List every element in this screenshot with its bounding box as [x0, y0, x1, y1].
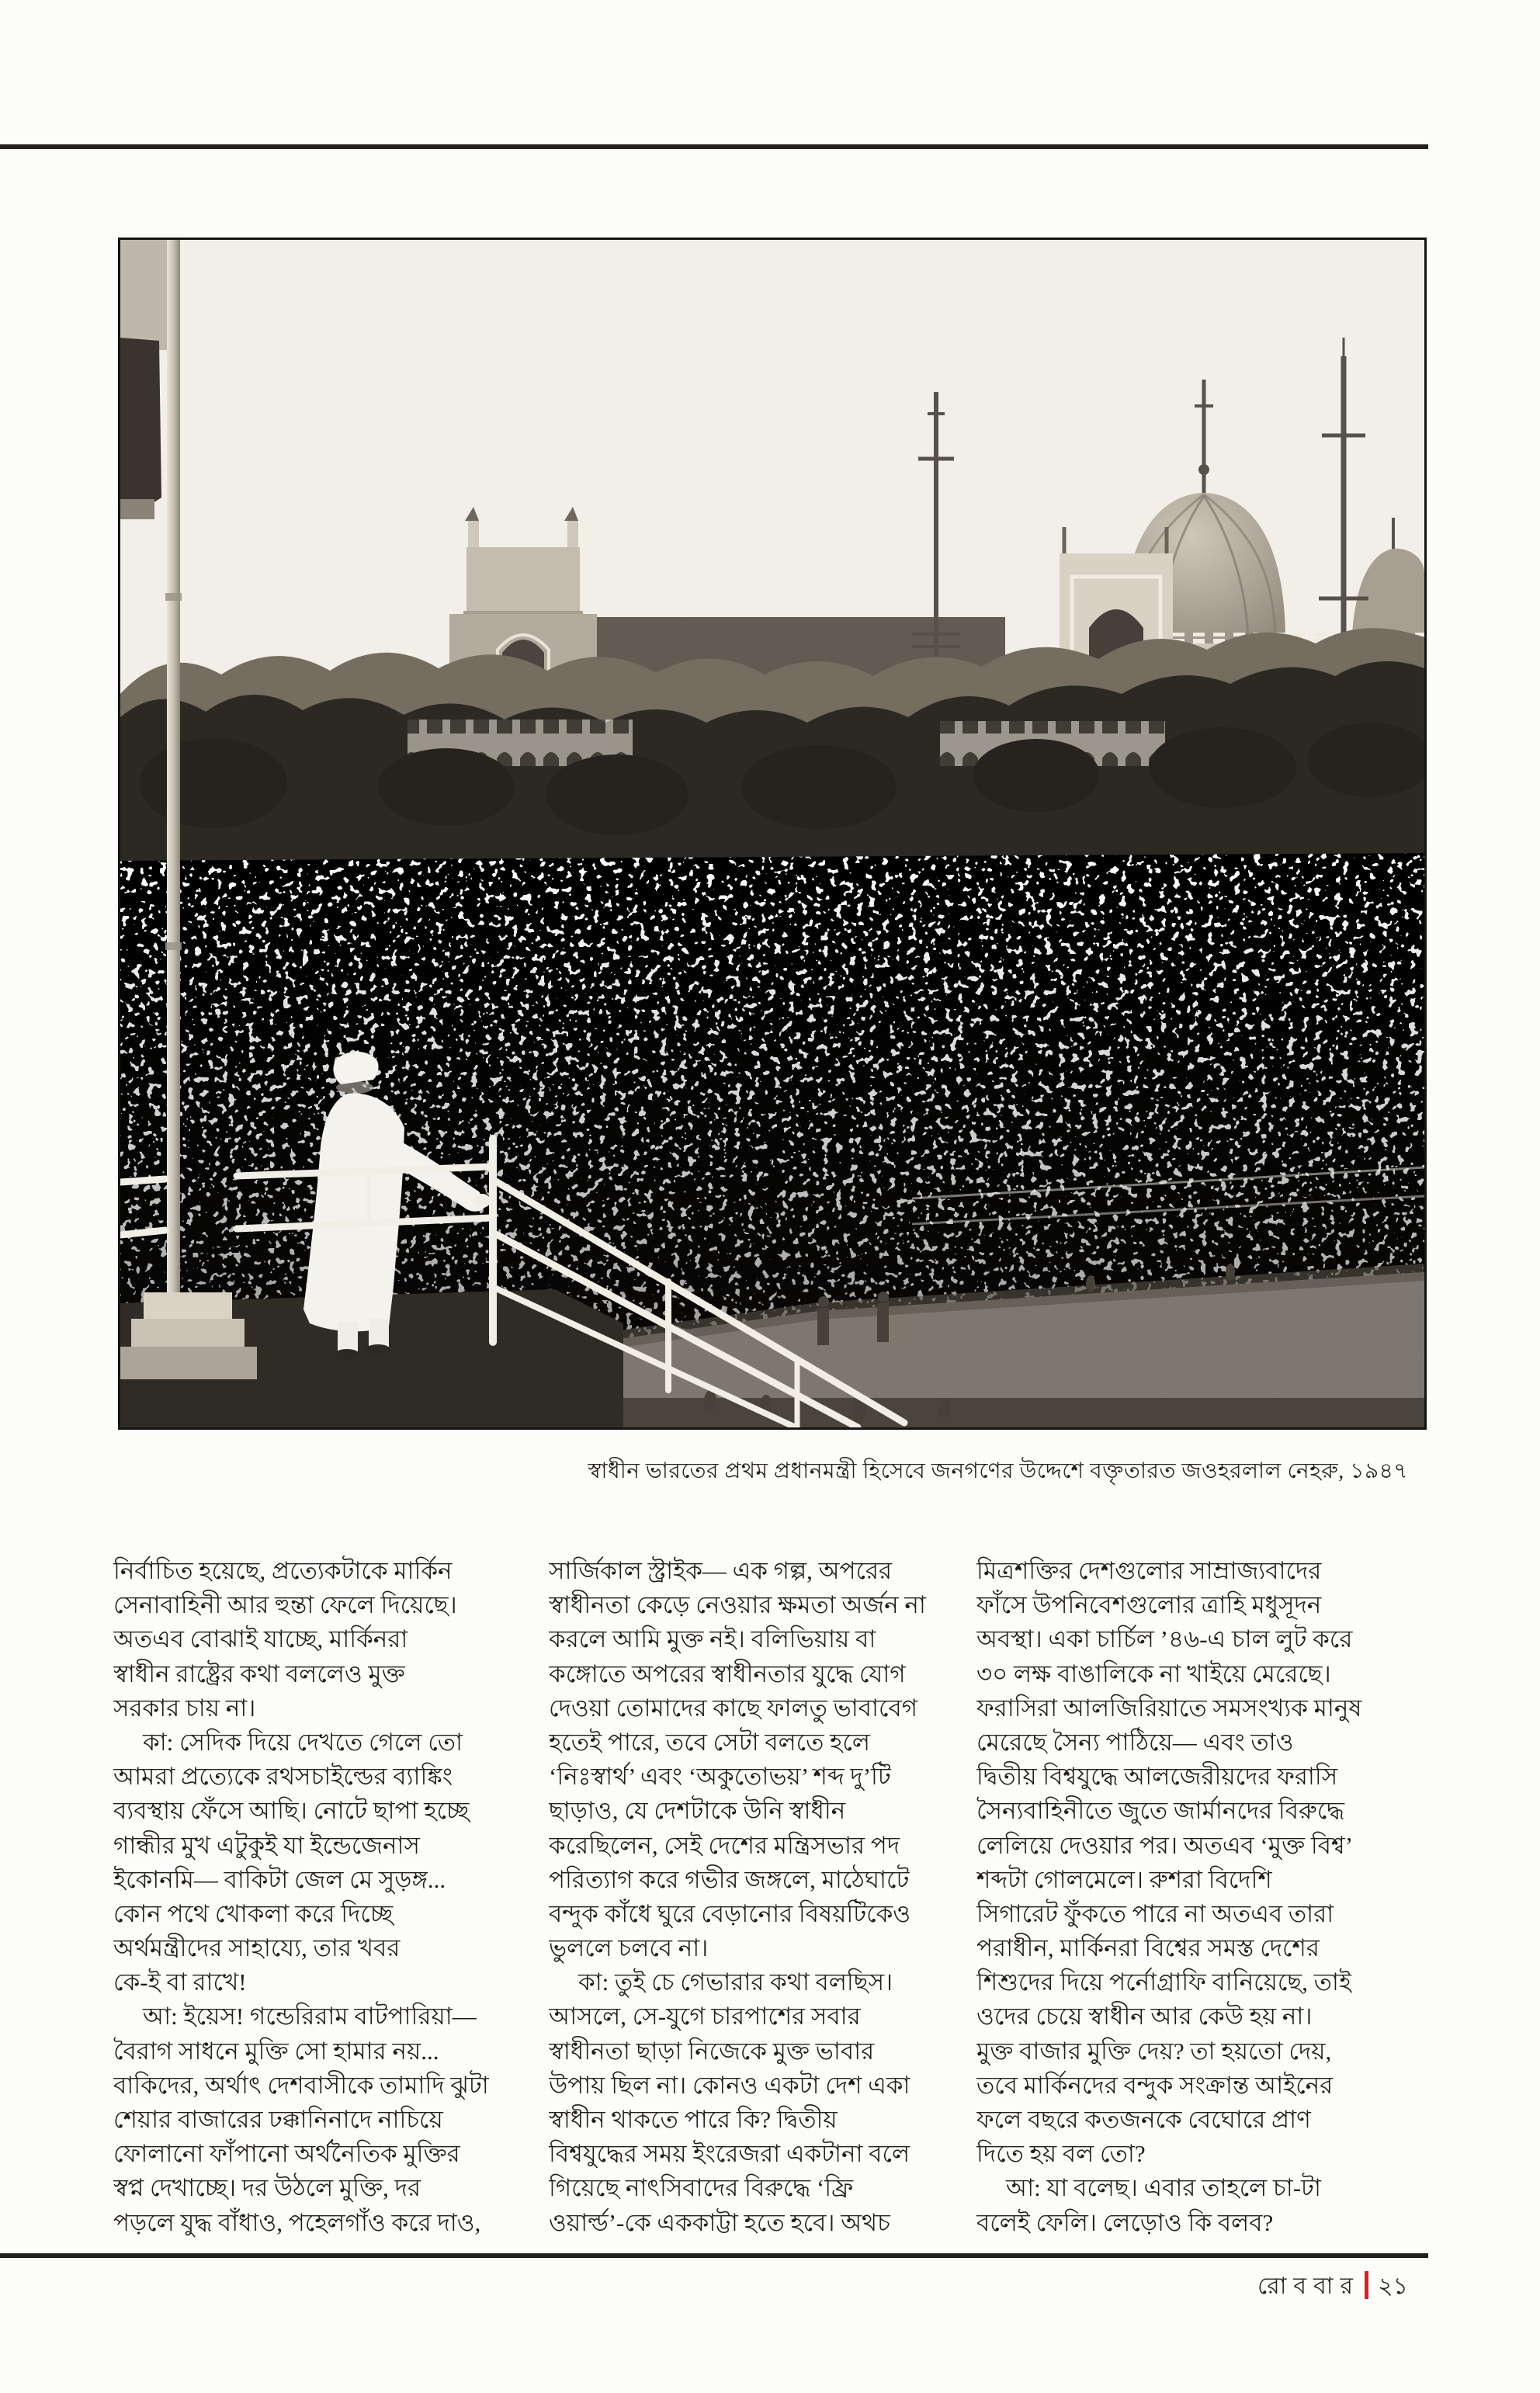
text-line: বাকিদের, অর্থাৎ দেশবাসীকে তামাদি ঝুটা — [113, 2071, 489, 2099]
page-number: ২১ — [1378, 2273, 1408, 2299]
text-line: ব্যবস্থায় ফেঁসে আছি। নোটে ছাপা হচ্ছে — [113, 1797, 470, 1825]
footer-divider — [1365, 2271, 1368, 2299]
text-line: গিয়েছে নাৎসিবাদের বিরুদ্ধে ‘ফ্রি — [549, 2174, 854, 2202]
text-line: স্বাধীন থাকতে পারে কি? দ্বিতীয় — [549, 2106, 838, 2133]
text-line: সিগারেট ফুঁকতে পারে না অতএব তারা — [976, 1899, 1334, 1927]
text-line: বন্দুক কাঁধে ঘুরে বেড়ানোর বিষয়টিকেও — [549, 1899, 911, 1927]
text-line: দেওয়া তোমাদের কাছে ফালতু ভাবাবেগ — [549, 1694, 918, 1722]
text-line: লেলিয়ে দেওয়ার পর। অতএব ‘মুক্ত বিশ্ব’ — [976, 1831, 1354, 1859]
article-column-1 — [113, 1554, 505, 2242]
text-line: উপায় ছিল না। কোনও একটা দেশ একা — [549, 2071, 910, 2099]
text-line: আমরা প্রত্যেকে রথসচাইল্ডের ব্যাঙ্কিং — [113, 1763, 453, 1791]
magazine-name: রোববার — [1257, 2273, 1361, 2299]
text-line: শেয়ার বাজারের ঢক্কানিনাদে নাচিয়ে — [113, 2106, 443, 2133]
text-line: ‘নিঃস্বার্থ’ এবং ‘অকুতোভয়’ শব্দ দু’টি — [549, 1763, 891, 1791]
text-line: পরিত্যাগ করে গভীর জঙ্গলে, মাঠেঘাটে — [549, 1865, 910, 1893]
text-line: দিতে হয় বল তো? — [976, 2140, 1146, 2168]
text-line: গান্ধীর মুখ এটুকুই যা ইন্ডেজেনাস — [113, 1831, 420, 1859]
text-line: কে-ই বা রাখে! — [113, 1968, 247, 1996]
text-line: স্বাধীন রাষ্ট্রের কথা বললেও মুক্ত — [113, 1659, 405, 1687]
text-line: অতএব বোঝাই যাচ্ছে, মার্কিনরা — [113, 1625, 408, 1653]
text-line: বিশ্বযুদ্ধের সময় ইংরেজরা একটানা বলে — [549, 2140, 910, 2168]
text-line: কোন পথে খোকলা করে দিচ্ছে — [113, 1899, 394, 1927]
nehru-1947-photograph — [118, 238, 1427, 1430]
text-line: সেনাবাহিনী আর হুন্তা ফেলে দিয়েছে। — [113, 1591, 457, 1619]
text-line: পড়লে যুদ্ধ বাঁধাও, পহেলগাঁও করে দাও, — [113, 2208, 481, 2236]
text-line: ফাঁসে উপনিবেশগুলোর ত্রাহি মধুসূদন — [976, 1591, 1322, 1619]
text-line: দ্বিতীয় বিশ্বযুদ্ধে আলজেরীয়দের ফরাসি — [976, 1763, 1338, 1791]
text-line: অর্থমন্ত্রীদের সাহায্যে, তার খবর — [113, 1934, 401, 1962]
text-line: ওয়ার্ল্ড’-কে এককাট্টা হতে হবে। অথচ — [549, 2208, 890, 2236]
text-line: ফরাসিরা আলজিরিয়াতে সমসংখ্যক মানুষ — [976, 1694, 1362, 1722]
text-line: ফলে বছরে কতজনকে বেঘোরে প্রাণ — [976, 2106, 1311, 2133]
text-line: ইকোনমি— বাকিটা জেল মে সুড়ঙ্গ... — [113, 1865, 446, 1893]
article-column-3 — [976, 1554, 1408, 2242]
text-line: কা: সেদিক দিয়ে দেখতে গেলে তো — [143, 1728, 463, 1756]
text-line: স্বাধীনতা ছাড়া নিজেকে মুক্ত ভাবার — [549, 2037, 875, 2065]
text-line: সার্জিকাল স্ট্রাইক— এক গল্প, অপরের — [549, 1557, 893, 1584]
text-line: শব্দটা গোলমেলে। রুশরা বিদেশি — [976, 1865, 1272, 1893]
text-line: পরাধীন, মার্কিনরা বিশ্বের সমস্ত দেশের — [976, 1934, 1320, 1962]
page-footer — [118, 2270, 1408, 2304]
text-line: ভুললে চলবে না। — [549, 1934, 709, 1962]
text-line: নির্বাচিত হয়েছে, প্রত্যেকটাকে মার্কিন — [113, 1557, 453, 1584]
text-line: সৈন্যবাহিনীতে জুতে জার্মানদের বিরুদ্ধে — [976, 1797, 1345, 1825]
text-line: মেরেছে সৈন্য পাঠিয়ে— এবং তাও — [976, 1728, 1294, 1756]
text-line: অবস্থা। একা চার্চিল ’৪৬-এ চাল লুট করে — [976, 1625, 1353, 1653]
text-line: করেছিলেন, সেই দেশের মন্ত্রিসভার পদ — [549, 1831, 900, 1859]
text-line: করলে আমি মুক্ত নই। বলিভিয়ায় বা — [549, 1625, 876, 1653]
text-line: আ: যা বলেছ। এবার তাহলে চা-টা — [1006, 2174, 1321, 2202]
text-line: মুক্ত বাজার মুক্তি দেয়? তা হয়তো দেয়, — [976, 2037, 1332, 2065]
text-line: স্বপ্ন দেখাচ্ছে। দর উঠলে মুক্তি, দর — [113, 2174, 421, 2202]
text-line: বৈরাগ সাধনে মুক্তি সো হামার নয়... — [113, 2037, 439, 2065]
text-line: আ: ইয়েস! গন্ডেরিরাম বাটপারিয়া— — [143, 2003, 477, 2031]
text-line: কঙ্গোতে অপরের স্বাধীনতার যুদ্ধে যোগ — [549, 1659, 906, 1687]
text-line: শিশুদের দিয়ে পর্নোগ্রাফি বানিয়েছে, তাই — [976, 1968, 1351, 1996]
text-line: হতেই পারে, তবে সেটা বলতে হলে — [549, 1728, 870, 1756]
text-line: কা: তুই চে গেভারার কথা বলছিস। — [578, 1968, 893, 1996]
page-top-rule — [0, 144, 1428, 149]
text-line: ৩০ লক্ষ বাঙালিকে না খাইয়ে মেরেছে। — [976, 1659, 1331, 1687]
text-line: স্বাধীনতা কেড়ে নেওয়ার ক্ষমতা অর্জন না — [549, 1591, 926, 1619]
text-line: ফোলানো ফাঁপানো অর্থনৈতিক মুক্তির — [113, 2140, 460, 2168]
text-line: বলেই ফেলি। লেড়োও কি বলব? — [976, 2208, 1274, 2236]
footer-rule — [0, 2253, 1428, 2258]
photo-caption: স্বাধীন ভারতের প্রথম প্রধানমন্ত্রী হিসেবে জনগণের উদ্দেশে বক্তৃতারত জওহরলাল নেহরু, ১৯৪৭ — [588, 1459, 1408, 1483]
text-line: সরকার চায় না। — [113, 1694, 256, 1722]
photo-illustration — [120, 240, 1424, 1427]
article-column-2 — [549, 1554, 968, 2242]
text-line: তবে মার্কিনদের বন্দুক সংক্রান্ত আইনের — [976, 2071, 1334, 2099]
text-line: মিত্রশক্তির দেশগুলোর সাম্রাজ্যবাদের — [976, 1557, 1322, 1584]
text-line: ওদের চেয়ে স্বাধীন আর কেউ হয় না। — [976, 2003, 1313, 2031]
text-line: আসলে, সে-যুগে চারপাশের সবার — [549, 2003, 861, 2031]
text-line: ছাড়াও, যে দেশটাকে উনি স্বাধীন — [549, 1797, 846, 1825]
